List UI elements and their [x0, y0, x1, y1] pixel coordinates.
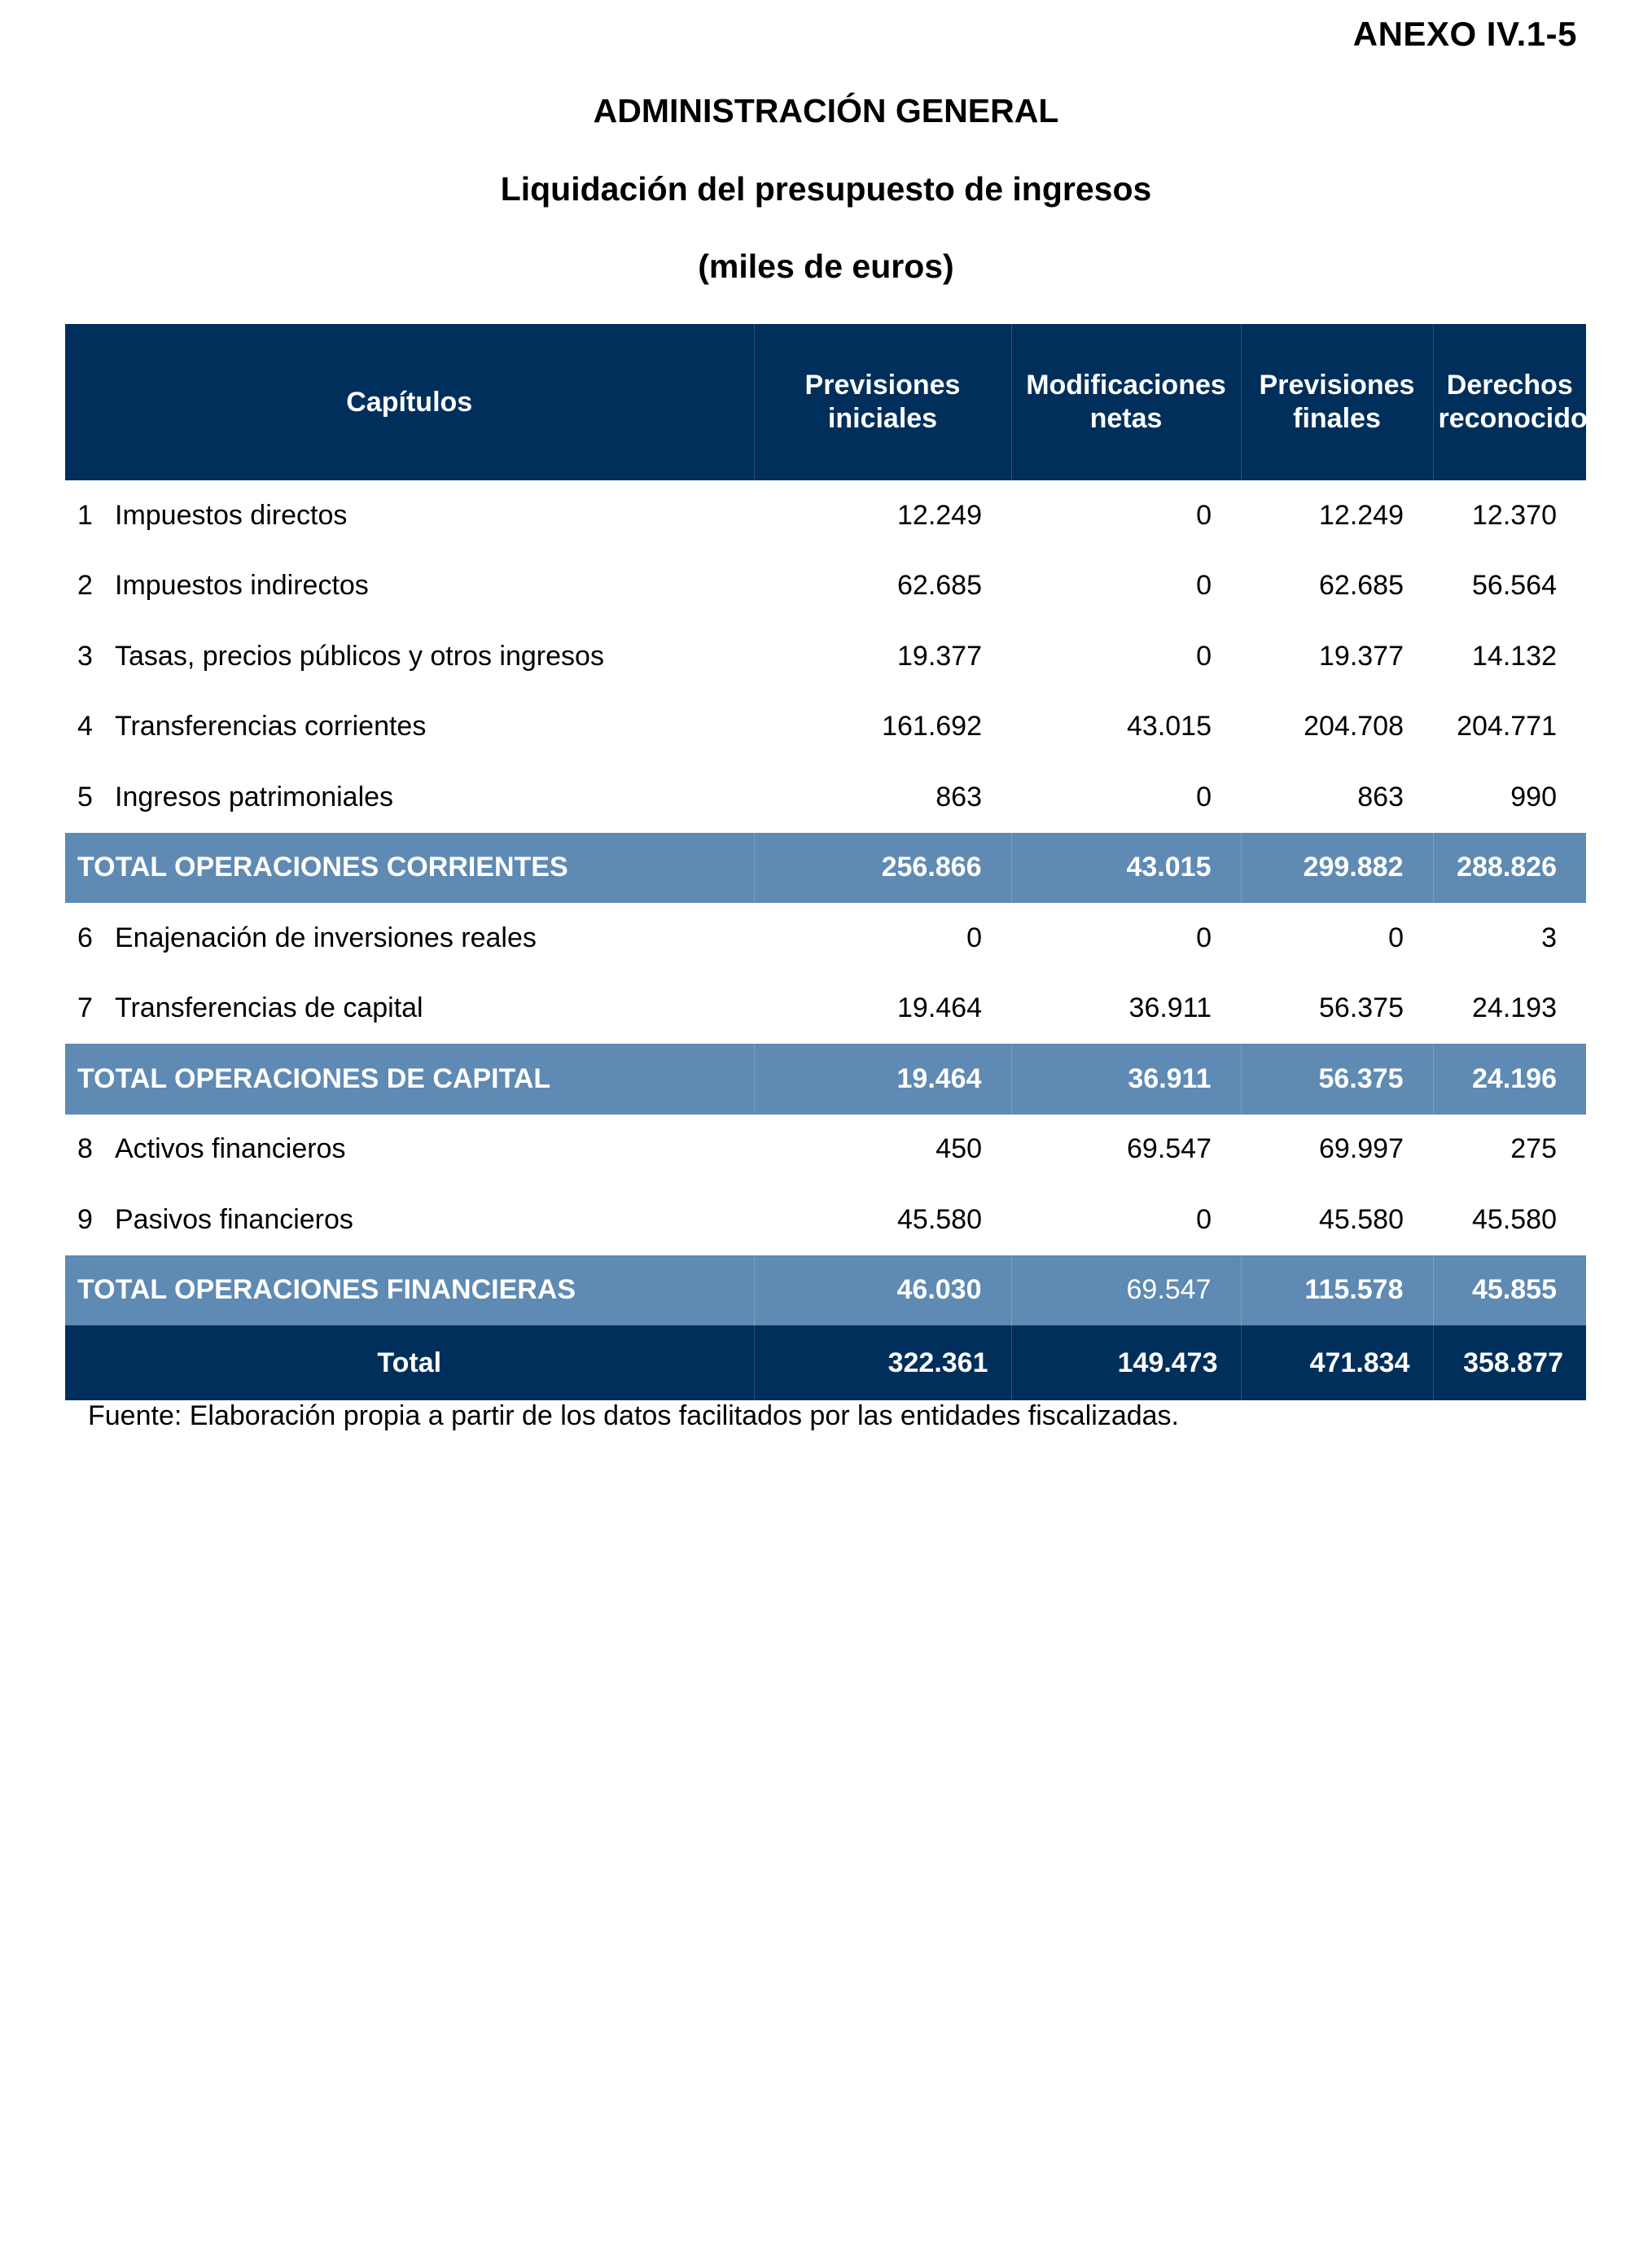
cell-previsiones-iniciales: 322.361 — [754, 1325, 1011, 1400]
cell-derechos-reconocidos: 14.132 — [1472, 640, 1557, 672]
cell-previsiones-finales: 863 — [1357, 781, 1404, 812]
header-modificaciones-netas: Modificaciones netas — [1011, 324, 1241, 480]
chapter-name: Transferencias de capital — [115, 992, 423, 1024]
table-row — [65, 692, 1586, 763]
chapter-code: 8 — [77, 1133, 93, 1165]
chapter-code: 2 — [77, 570, 93, 602]
table-row — [65, 903, 1586, 974]
cell-modificaciones-netas: 43.015 — [1011, 833, 1241, 904]
cell-previsiones-finales: 0 — [1388, 922, 1404, 953]
cell-modificaciones-netas: 43.015 — [1127, 711, 1212, 742]
subtotal-label: TOTAL OPERACIONES CORRIENTES — [65, 833, 754, 904]
cell-derechos-reconocidos: 990 — [1510, 781, 1557, 812]
chapter-name: Pasivos financieros — [115, 1203, 353, 1235]
chapter-name: Ingresos patrimoniales — [115, 781, 394, 812]
table-row — [65, 762, 1586, 833]
table-header-row — [65, 324, 1586, 480]
annex-label: ANEXO IV.1-5 — [1352, 15, 1577, 53]
cell-previsiones-finales: 69.997 — [1319, 1133, 1404, 1165]
chapter-code: 5 — [77, 781, 93, 812]
subtotal-label: TOTAL OPERACIONES DE CAPITAL — [65, 1044, 754, 1115]
header-capitulos: Capítulos — [65, 324, 754, 480]
chapter-name: Impuestos directos — [115, 499, 348, 531]
cell-previsiones-iniciales: 19.464 — [897, 992, 982, 1024]
header-previsiones-iniciales: Previsiones iniciales — [754, 324, 1011, 480]
chapter-name: Transferencias corrientes — [115, 711, 427, 742]
units-label: (miles de euros) — [698, 247, 954, 285]
cell-derechos-reconocidos: 3 — [1541, 922, 1557, 953]
cell-modificaciones-netas: 0 — [1196, 640, 1212, 672]
table-row — [65, 551, 1586, 622]
cell-previsiones-iniciales: 19.377 — [897, 640, 982, 672]
cell-previsiones-iniciales: 62.685 — [897, 570, 982, 602]
subtotal-row-capital — [65, 1044, 1586, 1115]
cell-previsiones-iniciales: 45.580 — [897, 1203, 982, 1235]
cell-previsiones-finales: 56.375 — [1241, 1044, 1433, 1115]
cell-derechos-reconocidos: 204.771 — [1457, 711, 1557, 742]
cell-previsiones-finales: 19.377 — [1319, 640, 1404, 672]
table-row — [65, 1185, 1586, 1255]
cell-modificaciones-netas: 0 — [1196, 570, 1212, 602]
cell-modificaciones-netas: 36.911 — [1128, 992, 1212, 1024]
cell-derechos-reconocidos: 45.855 — [1433, 1255, 1586, 1326]
cell-derechos-reconocidos: 56.564 — [1472, 570, 1557, 602]
page-subtitle: Liquidación del presupuesto de ingresos — [500, 170, 1152, 208]
cell-previsiones-finales: 115.578 — [1241, 1255, 1433, 1326]
header-derechos-reconocidos: Derechos reconocidos — [1433, 324, 1586, 480]
chapter-name: Enajenación de inversiones reales — [115, 922, 537, 953]
cell-modificaciones-netas: 69.547 — [1127, 1133, 1212, 1165]
grand-total-label: Total — [65, 1325, 754, 1400]
source-note: Fuente: Elaboración propia a partir de los datos facilitados por las entidades fiscalizadas. — [88, 1400, 1179, 1431]
cell-previsiones-finales: 62.685 — [1319, 570, 1404, 602]
chapter-code: 7 — [77, 992, 93, 1024]
chapter-name: Tasas, precios públicos y otros ingresos — [115, 640, 604, 672]
cell-previsiones-finales: 471.834 — [1241, 1325, 1433, 1400]
budget-table — [65, 324, 1603, 1400]
cell-previsiones-iniciales: 863 — [936, 781, 982, 812]
cell-derechos-reconocidos: 24.193 — [1472, 992, 1557, 1024]
cell-previsiones-iniciales: 46.030 — [754, 1255, 1011, 1326]
subtotal-label: TOTAL OPERACIONES FINANCIERAS — [65, 1255, 754, 1326]
cell-derechos-reconocidos: 24.196 — [1433, 1044, 1586, 1115]
table-row — [65, 974, 1586, 1045]
cell-modificaciones-netas: 0 — [1196, 1203, 1212, 1235]
cell-previsiones-finales: 12.249 — [1319, 499, 1404, 531]
cell-previsiones-finales: 204.708 — [1304, 711, 1404, 742]
cell-previsiones-iniciales: 256.866 — [754, 833, 1011, 904]
chapter-name: Impuestos indirectos — [115, 570, 369, 602]
subtotal-row-corrientes — [65, 833, 1586, 904]
cell-modificaciones-netas: 0 — [1196, 499, 1212, 531]
chapter-code: 9 — [77, 1203, 93, 1235]
cell-previsiones-finales: 45.580 — [1319, 1203, 1404, 1235]
chapter-name: Activos financieros — [115, 1133, 346, 1165]
cell-modificaciones-netas: 36.911 — [1011, 1044, 1241, 1115]
cell-modificaciones-netas: 0 — [1196, 922, 1212, 953]
chapter-code: 4 — [77, 711, 93, 742]
cell-derechos-reconocidos: 275 — [1510, 1133, 1557, 1165]
cell-previsiones-iniciales: 19.464 — [754, 1044, 1011, 1115]
cell-previsiones-iniciales: 12.249 — [897, 499, 982, 531]
subtotal-row-financieras — [65, 1255, 1586, 1326]
cell-modificaciones-netas: 149.473 — [1011, 1325, 1241, 1400]
cell-derechos-reconocidos: 12.370 — [1472, 499, 1557, 531]
cell-previsiones-finales: 56.375 — [1319, 992, 1404, 1024]
cell-previsiones-finales: 299.882 — [1241, 833, 1433, 904]
table-row — [65, 480, 1586, 551]
table-row — [65, 1115, 1586, 1185]
cell-modificaciones-netas: 69.547 — [1011, 1255, 1241, 1326]
chapter-code: 3 — [77, 640, 93, 672]
cell-modificaciones-netas: 0 — [1196, 781, 1212, 812]
page-title: ADMINISTRACIÓN GENERAL — [593, 92, 1059, 129]
cell-derechos-reconocidos: 358.877 — [1433, 1325, 1586, 1400]
cell-previsiones-iniciales: 161.692 — [882, 711, 982, 742]
cell-previsiones-iniciales: 0 — [966, 922, 982, 953]
chapter-code: 6 — [77, 922, 93, 953]
cell-derechos-reconocidos: 45.580 — [1472, 1203, 1557, 1235]
table-row — [65, 621, 1586, 692]
chapter-code: 1 — [77, 499, 93, 531]
cell-derechos-reconocidos: 288.826 — [1433, 833, 1586, 904]
header-previsiones-finales: Previsiones finales — [1241, 324, 1433, 480]
cell-previsiones-iniciales: 450 — [936, 1133, 982, 1165]
grand-total-row — [65, 1325, 1586, 1400]
